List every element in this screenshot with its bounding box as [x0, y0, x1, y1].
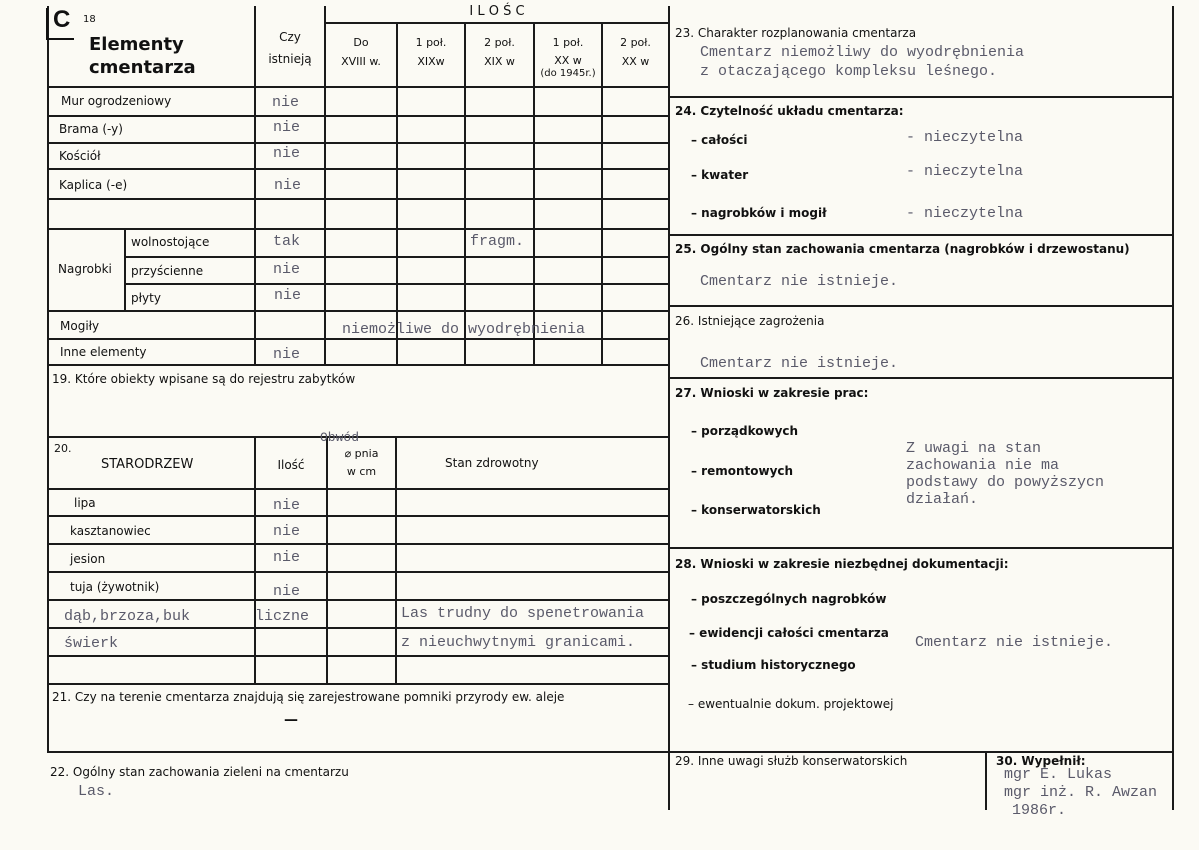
right-border [1172, 6, 1174, 810]
element-note: fragm. [470, 233, 525, 250]
row-line [47, 168, 668, 170]
q23-answer: Cmentarz niemożliwy do wyodrębnienia [700, 44, 1025, 61]
row-line [47, 655, 668, 657]
q24-value: - nieczytelna [906, 163, 1024, 180]
row-line [47, 228, 668, 230]
q28-item: – ewidencji całości cmentarza [689, 626, 889, 640]
tree-qty: nie [273, 583, 301, 600]
tree-name: lipa [74, 496, 96, 510]
row-line [47, 86, 668, 88]
q27-item: – porządkowych [691, 424, 799, 438]
q22-label: 22. Ogólny stan zachowania zieleni na cmentarzu [50, 765, 349, 779]
row-line [47, 571, 668, 573]
q20-number: 20. [54, 442, 72, 455]
element-exists: nie [274, 177, 302, 194]
element-exists: tak [273, 233, 301, 250]
card-number: 18 [83, 14, 96, 25]
tree-name: kasztanowiec [70, 524, 151, 538]
q30-line2: mgr inż. R. Awzan [1004, 784, 1158, 801]
row-line [47, 142, 668, 144]
col-line [396, 22, 398, 364]
element-exists: nie [274, 287, 302, 304]
row-line [47, 543, 668, 545]
q27-item: – remontowych [691, 464, 794, 478]
row-line [124, 256, 668, 258]
q28-item: – ewentualnie dokum. projektowej [688, 697, 894, 711]
q26-answer: Cmentarz nie istnieje. [700, 355, 899, 372]
q21-label: 21. Czy na terenie cmentarza znajdują się zarejestrowane pomniki przyrody ew. aleje [52, 690, 565, 704]
element-exists: nie [273, 119, 301, 136]
col-state: Stan zdrowotny [445, 456, 539, 470]
element-exists: nie [272, 94, 300, 111]
row-line [47, 310, 668, 312]
q24-label: 24. Czytelność układu cmentarza: [675, 104, 904, 118]
period-header: XIXw [417, 55, 445, 68]
row-line [47, 115, 668, 117]
row-line [324, 22, 668, 24]
q24-item: – całości [691, 133, 748, 147]
q28-item: – poszczególnych nagrobków [691, 592, 887, 606]
q21-answer: — [284, 712, 298, 728]
q27-label: 27. Wnioski w zakresie prac: [675, 386, 869, 400]
center-divider [668, 6, 670, 810]
tree-name: dąb,brzoza,buk [64, 608, 191, 625]
q24-item: – nagrobków i mogił [691, 206, 827, 220]
period-header: 1 poł. [415, 36, 447, 49]
tree-name: tuja (żywotnik) [70, 580, 160, 594]
element-exists: nie [273, 145, 301, 162]
exists-header: Czy [279, 30, 301, 44]
row-line [47, 515, 668, 517]
q24-item: – kwater [691, 168, 749, 182]
col-circ: ⌀ pnia [344, 447, 379, 460]
period-header: XIX w [484, 55, 515, 68]
row-line [668, 234, 1172, 236]
left-border [47, 6, 49, 753]
row-line [47, 488, 668, 490]
element-label: przyścienne [131, 264, 204, 278]
q23-label: 23. Charakter rozplanowania cmentarza [675, 26, 917, 40]
row-line [47, 751, 1172, 753]
period-header: 2 poł. [620, 36, 651, 49]
exists-header-line2: istnieją [268, 52, 312, 66]
q28-item: – studium historycznego [691, 658, 856, 672]
q22-answer: Las. [78, 783, 115, 800]
q27-answer-line2: zachowania nie ma [906, 457, 1060, 474]
tree-state: Las trudny do spenetrowania [401, 605, 645, 622]
q30-line3: 1986r. [1012, 802, 1067, 819]
col-starodrzew: STARODRZEW [101, 457, 194, 472]
col-line [254, 436, 256, 683]
period-header: (do 1945r.) [540, 68, 596, 79]
q27-answer-line3: podstawy do powyższycn [906, 474, 1105, 491]
q27-answer-line4: działań. [906, 491, 979, 508]
row-line [47, 338, 668, 340]
q26-label: 26. Istniejące zagrożenia [675, 314, 825, 328]
mogily-note: niemożliwe do wyodrębnienia [342, 321, 586, 338]
element-label: wolnostojące [131, 235, 210, 249]
q27-item: – konserwatorskich [691, 503, 821, 517]
col-line [464, 22, 466, 364]
row-line [668, 377, 1172, 379]
q24-value: - nieczytelna [906, 205, 1024, 222]
tree-qty: nie [273, 523, 301, 540]
tree-qty: nie [273, 549, 301, 566]
col-circ-line2: w cm [346, 465, 377, 478]
row-line [124, 283, 668, 285]
inne-exists: nie [273, 346, 301, 363]
period-header: XX w [621, 55, 650, 68]
period-header: XVIII w. [341, 55, 381, 68]
period-header: 2 poł. [484, 36, 515, 49]
period-header: 1 poł. [552, 36, 584, 49]
q30-label: 30. Wypełnił: [996, 754, 1086, 768]
col-line [985, 751, 987, 810]
q25-answer: Cmentarz nie istnieje. [700, 273, 899, 290]
nagrobki-label: Nagrobki [58, 262, 112, 276]
q27-answer: Z uwagi na stan [906, 440, 1042, 457]
page-title: Elementy [89, 34, 184, 55]
row-line [47, 364, 668, 366]
col-line [601, 22, 603, 364]
q28-label: 28. Wnioski w zakresie niezbędnej dokumentacji: [675, 557, 1009, 571]
tree-qty: liczne [255, 608, 310, 625]
section-letter: C [53, 6, 71, 33]
row-line [668, 96, 1172, 98]
col-line [395, 436, 397, 683]
period-header: XX w [554, 54, 582, 67]
q25-label: 25. Ogólny stan zachowania cmentarza (nagrobków i drzewostanu) [675, 242, 1130, 256]
tree-state: z nieuchwytnymi granicami. [401, 634, 636, 651]
tree-qty: nie [273, 497, 301, 514]
element-label: Kaplica (-e) [59, 178, 128, 192]
tree-name: świerk [64, 635, 119, 652]
q29-label: 29. Inne uwagi służb konserwatorskich [675, 754, 908, 768]
col-line [124, 228, 126, 310]
col-circ-handwritten: Obwód [320, 430, 360, 445]
element-label: płyty [131, 291, 161, 305]
inne-label: Inne elementy [60, 345, 147, 359]
q19-label: 19. Które obiekty wpisane są do rejestru zabytków [52, 372, 356, 386]
period-header: Do [353, 36, 369, 49]
element-label: Mur ogrodzeniowy [61, 94, 172, 108]
q28-answer: Cmentarz nie istnieje. [915, 634, 1114, 651]
q30-line1: mgr E. Lukas [1004, 766, 1113, 783]
quantity-header: I L O Ś C [469, 4, 525, 19]
row-line [668, 305, 1172, 307]
mogily-label: Mogiły [60, 319, 100, 333]
element-label: Brama (-y) [59, 122, 123, 136]
tree-name: jesion [70, 552, 106, 566]
col-qty: Ilość [277, 458, 305, 472]
q24-value: - nieczytelna [906, 129, 1024, 146]
element-exists: nie [273, 261, 301, 278]
row-line [47, 627, 668, 629]
row-line [47, 683, 668, 685]
row-line [47, 599, 668, 601]
row-line [47, 198, 668, 200]
q23-answer-line2: z otaczającego kompleksu leśnego. [700, 63, 998, 80]
row-line [668, 547, 1172, 549]
element-label: Kościół [59, 149, 101, 163]
page-title-line2: cmentarza [89, 57, 196, 78]
